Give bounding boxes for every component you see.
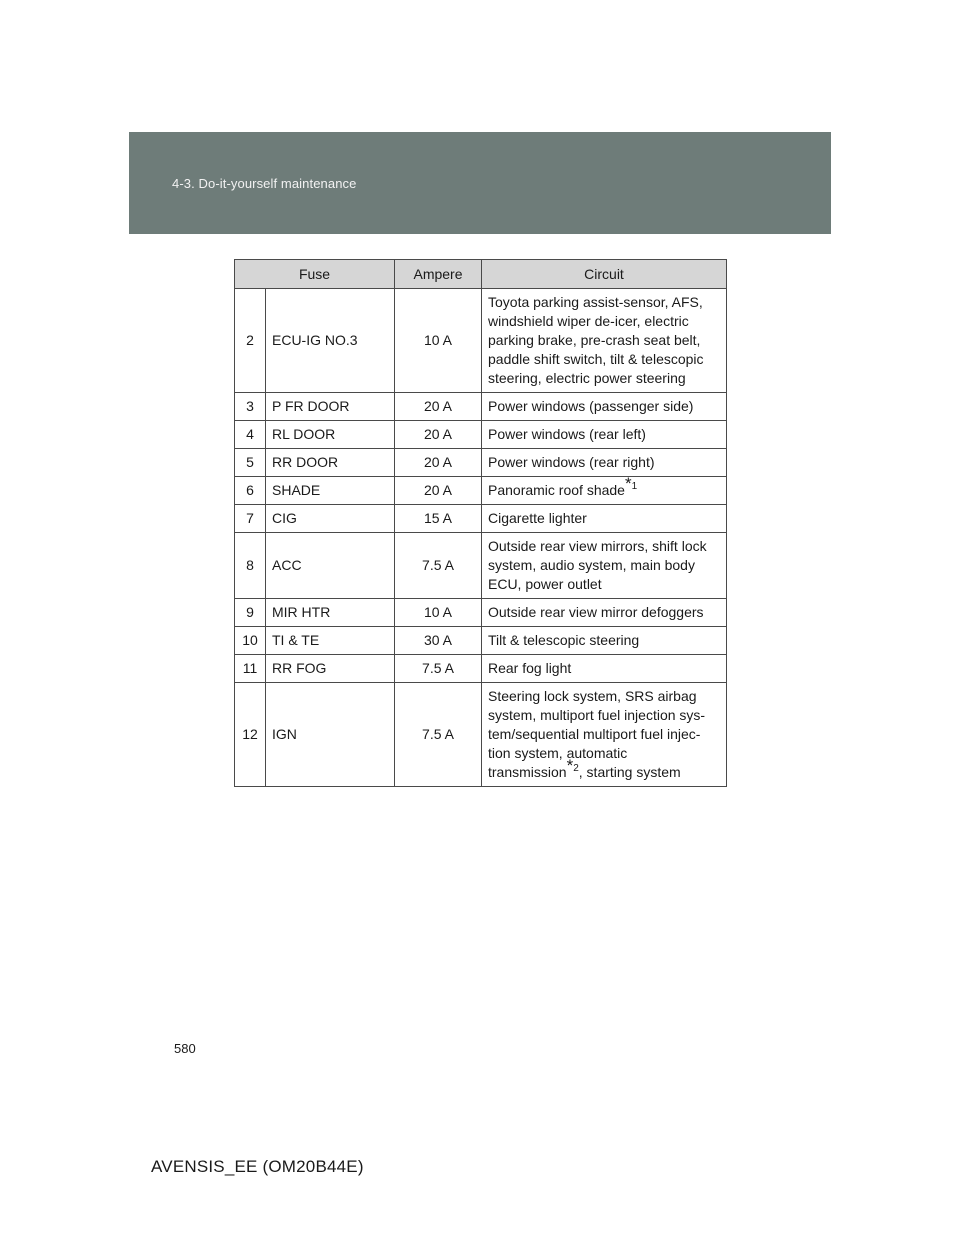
table-row xyxy=(235,627,727,655)
circuit-text: Tilt & telescopic steering xyxy=(488,632,640,648)
table-body xyxy=(235,289,727,787)
fuse-number-cell: 6 xyxy=(235,477,266,505)
circuit-cell xyxy=(482,421,727,449)
section-title: 4-3. Do-it-yourself maintenance xyxy=(172,176,357,191)
asterisk-icon: * xyxy=(566,756,574,776)
circuit-text: Toyota parking assist-sensor, AFS, windshield wiper de-icer, electric parking brake, pre-crash seat belt, paddle shift switch, tilt & telescopic steering, electric power steering xyxy=(488,294,704,386)
fuse-number-cell: 10 xyxy=(235,627,266,655)
asterisk-icon: * xyxy=(624,474,632,494)
circuit-text: Rear fog light xyxy=(488,660,572,676)
fuse-number-cell: 3 xyxy=(235,393,266,421)
circuit-text: Power windows (rear left) xyxy=(488,426,646,442)
circuit-cell xyxy=(482,474,727,505)
table-row xyxy=(235,533,727,599)
ampere-cell: 20 A xyxy=(395,449,482,477)
fuse-name-cell: ECU-IG NO.3 xyxy=(266,289,395,393)
document-code: AVENSIS_EE (OM20B44E) xyxy=(151,1157,364,1176)
circuit-cell xyxy=(482,627,727,655)
table-row xyxy=(235,449,727,477)
fuse-number-cell: 8 xyxy=(235,533,266,599)
circuit-cell xyxy=(482,393,727,421)
table-header-row xyxy=(235,260,727,289)
fuse-name-cell: RL DOOR xyxy=(266,421,395,449)
circuit-text: Cigarette lighter xyxy=(488,510,587,526)
circuit-cell xyxy=(482,289,727,393)
ampere-cell: 10 A xyxy=(395,289,482,393)
fuse-number-cell: 7 xyxy=(235,505,266,533)
footnote-marker xyxy=(566,756,579,776)
fuse-name-cell: RR DOOR xyxy=(266,449,395,477)
column-header-circuit: Circuit xyxy=(482,260,727,289)
fuse-number-cell: 5 xyxy=(235,449,266,477)
column-header-fuse: Fuse xyxy=(235,260,395,289)
table-row xyxy=(235,505,727,533)
footnote-number: 2 xyxy=(573,763,579,775)
ampere-cell: 15 A xyxy=(395,505,482,533)
fuse-name-cell: CIG xyxy=(266,505,395,533)
ampere-cell: 7.5 A xyxy=(395,533,482,599)
column-header-ampere: Ampere xyxy=(395,260,482,289)
circuit-text-tail: , starting system xyxy=(578,764,681,780)
circuit-text: Outside rear view mirrors, shift lock system, audio system, main body ECU, power outlet xyxy=(488,538,707,592)
ampere-cell: 20 A xyxy=(395,393,482,421)
circuit-text: Steering lock system, SRS airbag system, multiport fuel injection sys-tem/sequential multiport fuel injec-tion system, automatic transmission xyxy=(488,688,706,780)
ampere-cell: 30 A xyxy=(395,627,482,655)
page-number: 580 xyxy=(174,1041,196,1056)
ampere-cell: 7.5 A xyxy=(395,683,482,787)
ampere-cell: 10 A xyxy=(395,599,482,627)
ampere-cell: 7.5 A xyxy=(395,655,482,683)
table-row xyxy=(235,683,727,787)
fuse-name-cell: MIR HTR xyxy=(266,599,395,627)
circuit-text: Power windows (passenger side) xyxy=(488,398,694,414)
fuse-number-cell: 12 xyxy=(235,683,266,787)
table-row xyxy=(235,477,727,505)
circuit-cell xyxy=(482,683,727,787)
fuse-name-cell: ACC xyxy=(266,533,395,599)
fuse-name-cell: RR FOG xyxy=(266,655,395,683)
circuit-cell xyxy=(482,449,727,477)
circuit-cell xyxy=(482,655,727,683)
fuse-name-cell: IGN xyxy=(266,683,395,787)
circuit-cell xyxy=(482,533,727,599)
fuse-number-cell: 11 xyxy=(235,655,266,683)
circuit-text: Power windows (rear right) xyxy=(488,454,655,470)
footnote-number: 1 xyxy=(631,481,638,493)
table-row xyxy=(235,599,727,627)
fuse-name-cell: P FR DOOR xyxy=(266,393,395,421)
fuse-name-cell: SHADE xyxy=(266,477,395,505)
circuit-cell xyxy=(482,505,727,533)
ampere-cell: 20 A xyxy=(395,477,482,505)
circuit-cell xyxy=(482,599,727,627)
fuse-number-cell: 9 xyxy=(235,599,266,627)
table-row xyxy=(235,421,727,449)
section-header-band xyxy=(129,132,831,234)
table-row xyxy=(235,289,727,393)
table-row xyxy=(235,655,727,683)
table-row xyxy=(235,393,727,421)
fuse-number-cell: 4 xyxy=(235,421,266,449)
fuse-table xyxy=(234,259,727,787)
ampere-cell: 20 A xyxy=(395,421,482,449)
circuit-text: Panoramic roof shade xyxy=(488,482,625,498)
fuse-name-cell: TI & TE xyxy=(266,627,395,655)
circuit-text: Outside rear view mirror defoggers xyxy=(488,604,704,620)
fuse-number-cell: 2 xyxy=(235,289,266,393)
footnote-marker xyxy=(624,474,638,494)
